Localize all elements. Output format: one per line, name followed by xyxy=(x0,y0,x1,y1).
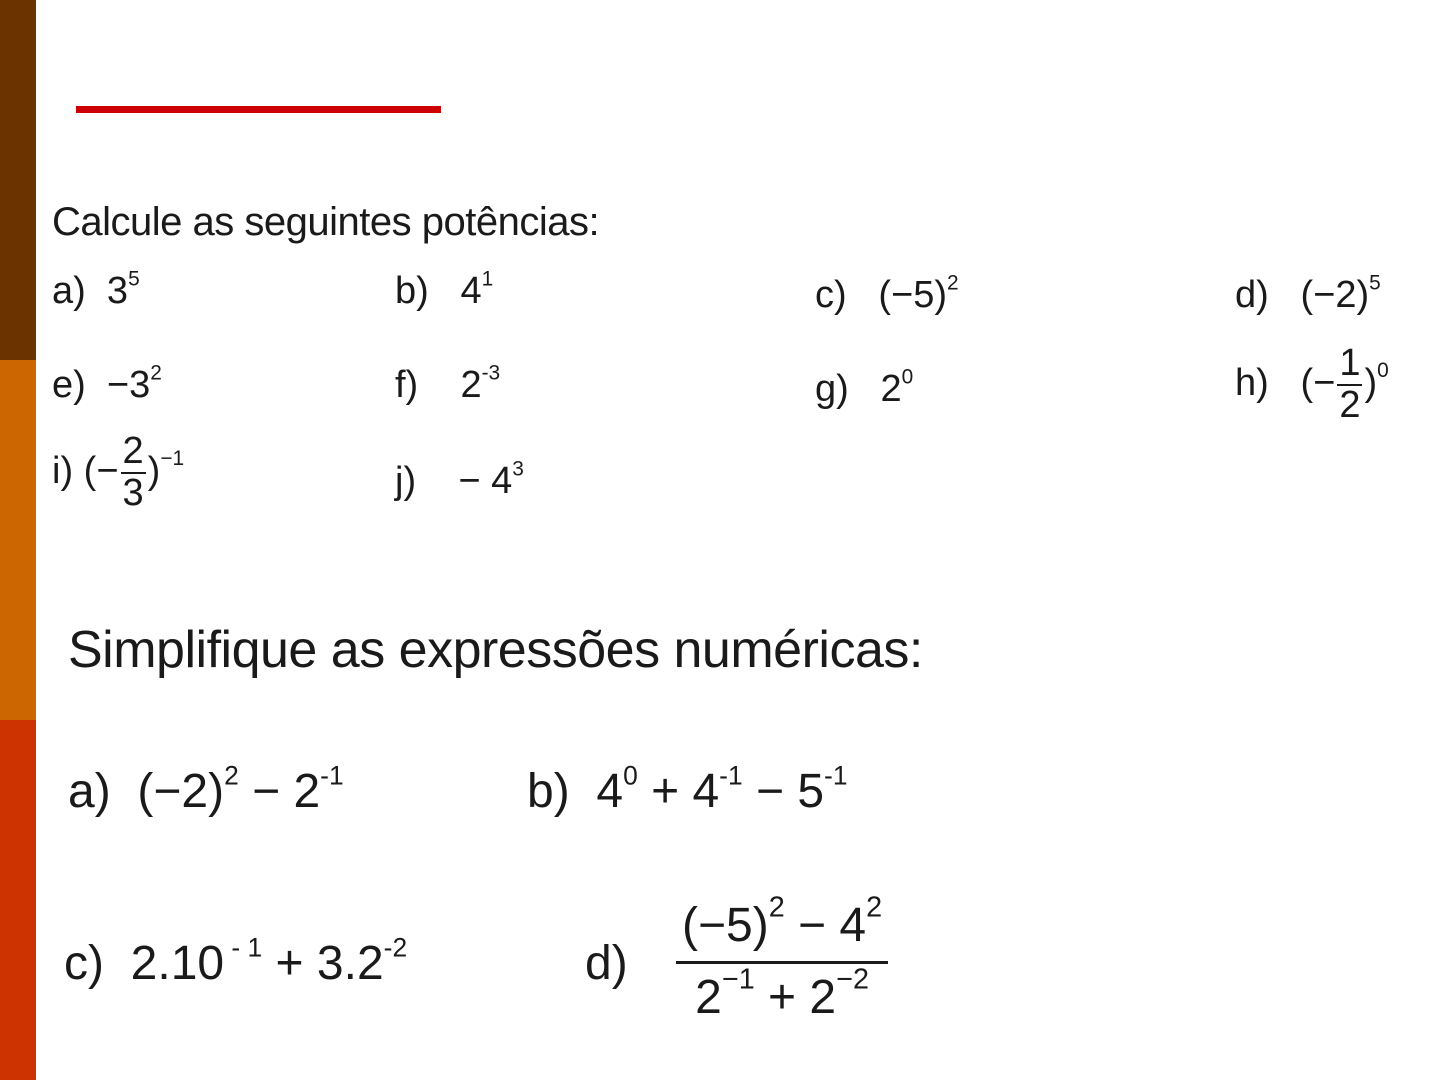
exercise-label: i) xyxy=(52,449,74,492)
exercise-expression: $4^1$ xyxy=(460,267,494,312)
exercise-label: f) xyxy=(395,364,419,406)
fraction: $\frac{1}{2}$ xyxy=(1339,342,1361,426)
exercise-expression: $2^{-3}$ xyxy=(460,361,501,406)
exercise-label: a) xyxy=(52,270,86,312)
fraction: $\frac{2}{3}$ xyxy=(122,430,144,514)
exercise-label: d) xyxy=(1235,274,1269,316)
exercise-label: b) xyxy=(395,270,429,312)
exercise-i xyxy=(52,432,184,514)
exercise-h xyxy=(1235,344,1389,426)
exercise-expression: $-3^2$ xyxy=(106,361,162,406)
exercise-expression: $(-2)^5$ xyxy=(1300,271,1381,316)
sidebar-band-middle xyxy=(0,360,36,720)
exercise-label: j) xyxy=(395,460,417,502)
exercise-expression: $(-5)^2$ xyxy=(878,271,959,316)
sidebar-band-top xyxy=(0,0,36,360)
title-rule xyxy=(76,106,441,113)
expression-label: b) xyxy=(527,765,570,818)
exercise-g xyxy=(815,365,914,410)
exercise-expression: (− $\frac{2}{3}$ )$^{-1}$ xyxy=(83,430,185,514)
expression-a: a) $(-2)^2 - 2^{-1}$ xyxy=(68,760,344,818)
sidebar-stripe xyxy=(0,0,36,1080)
exercise-label: c) xyxy=(815,274,847,316)
exercise-c xyxy=(815,271,959,316)
exercise-expression: $2^0$ xyxy=(880,365,914,410)
expression-label: c) xyxy=(64,937,104,990)
expression-label: a) xyxy=(68,765,111,818)
expression-d-label: d) xyxy=(585,937,628,990)
sidebar-band-bottom xyxy=(0,720,36,1080)
big-fraction xyxy=(676,891,888,1025)
exercise-j xyxy=(395,457,524,502)
fraction-denominator: $2^{-1} + 2^{-2}$ xyxy=(695,963,869,1024)
exercise-label: h) xyxy=(1235,361,1269,404)
exercise-b xyxy=(395,267,494,312)
exercise-e xyxy=(52,361,162,406)
exercise-expression: $3^5$ xyxy=(106,267,140,312)
expression-d xyxy=(676,891,888,1025)
exercise-label: g) xyxy=(815,368,849,410)
section2-heading: Simplifique as expressões numéricas: xyxy=(68,621,923,679)
exercise-label: e) xyxy=(52,364,86,406)
exercise-expression: (− $\frac{1}{2}$ )$^0$ xyxy=(1300,342,1389,426)
exercise-expression: − $4^3$ xyxy=(458,457,524,502)
section1-heading: Calcule as seguintes potências: xyxy=(52,200,600,244)
exercise-d xyxy=(1235,271,1381,316)
exercise-f xyxy=(395,361,501,406)
exercise-a xyxy=(52,267,140,312)
expression-c: c) 2.10 $^{- 1} + 3.2^{-2}$ xyxy=(64,932,408,990)
expression-b: b) $4^0 + 4^{-1} - 5^{-1}$ xyxy=(527,760,848,818)
fraction-numerator: $(-5)^2 - 4^2$ xyxy=(682,891,883,952)
